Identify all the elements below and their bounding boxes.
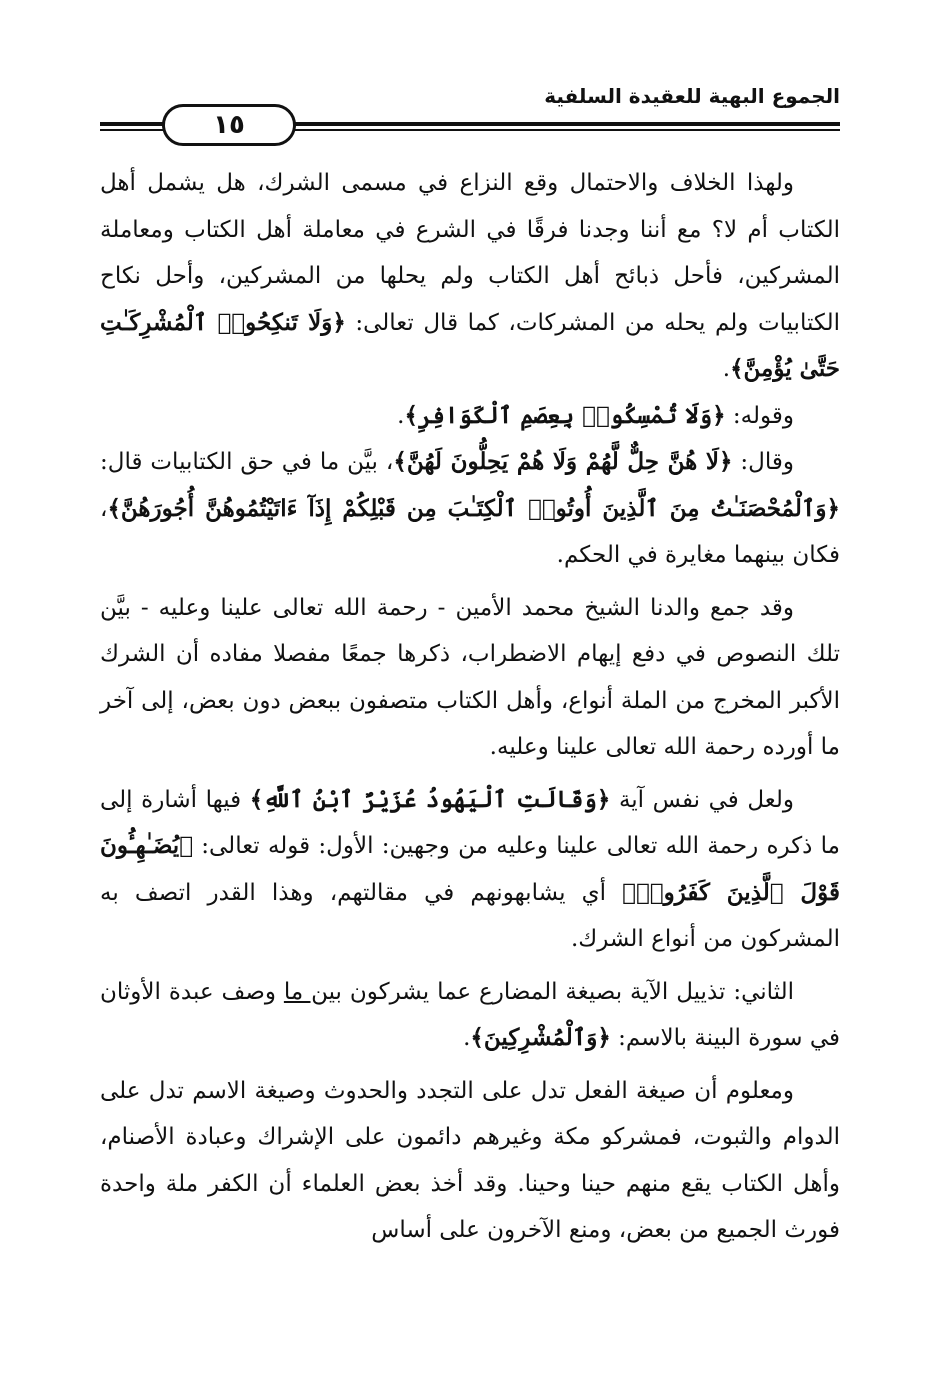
paragraph xyxy=(100,1068,840,1254)
page-header xyxy=(100,78,840,138)
paragraph xyxy=(100,777,840,963)
paragraph-text: . xyxy=(463,1025,471,1051)
page-body xyxy=(100,160,840,1254)
quran-verse: ﴿وَٱلْمُحْصَنَـٰتُ مِنَ ٱلَّذِينَ أُوتُوا۟ ٱلْكِتَـٰبَ مِن قَبْلِكُمْ إِذَآ ءَاتَيْتُمُوهُنَّ أُجُورَهُنَّ﴾ xyxy=(107,494,840,522)
paragraph xyxy=(100,160,840,393)
paragraph-text: ولعل في نفس آية xyxy=(610,786,794,813)
paragraph-text: فيها أشارة إلى ما ذكره رحمة الله تعالى علينا وعليه من وجهين: الأول: قوله تعالى: xyxy=(100,786,840,859)
quran-verse: ﴿لَا هُنَّ حِلٌّ لَّهُمْ وَلَا هُمْ يَحِلُّونَ لَهُنَّ﴾ xyxy=(393,448,733,475)
paragraph-text: وقوله: xyxy=(725,402,794,429)
running-title: الجموع البهية للعقيدة السلفية xyxy=(544,84,840,108)
paragraph-text: ولهذا الخلاف والاحتمال وقع النزاع في مسمى الشرك، هل يشمل أهل الكتاب أم لا؟ مع أننا وجدنا فرقًا في الشرع في معاملة أهل الكتاب ومعاملة المشركين، فأحل ذبائح أهل الكتاب ولم يحلها من المشركين، وأحل نكاح الكتابيات ولم يحله من المشركات، كما قال تعالى: xyxy=(100,170,840,336)
paragraph-text: أي يشابهونهم في مقالتهم، وهذا القدر اتصف به المشركون من أنواع الشرك. xyxy=(100,879,840,952)
underlined-text: بين ما xyxy=(283,978,342,1005)
paragraph xyxy=(100,393,840,440)
paragraph-text: ، فكان بينهما مغايرة في الحكم. xyxy=(100,495,840,568)
paragraph-text: ما في حق الكتابيات قال: xyxy=(100,449,348,475)
quran-verse: ﴿وَلَا تُمْسِكُوا۟ بِعِصَمِ ٱلْكَوَافِرِ﴾ xyxy=(404,401,726,429)
paragraph xyxy=(100,969,840,1062)
paragraph-text: . xyxy=(397,402,405,429)
paragraph-text: وقد جمع والدنا الشيخ محمد الأمين - رحمة الله تعالى علينا وعليه - بيَّن تلك النصوص في دفع إيهام الاضطراب، ذكرها جمعًا مفصلا مفاده أن الشرك الأكبر المخرج من الملة أنواع، وأهل الكتاب متصفون ببعض دون بعض، إلى آخر ما أورده رحمة الله تعالى علينا وعليه. xyxy=(100,594,840,760)
paragraph-text: وصف عبدة الأوثان في سورة البينة بالاسم: xyxy=(100,978,840,1051)
paragraph xyxy=(100,439,840,579)
paragraph-text: وقال: xyxy=(732,449,794,475)
paragraph-text: . xyxy=(722,356,731,382)
quran-verse: ﴿يُضَـٰهِـُٔونَ قَوْلَ ٱلَّذِينَ كَفَرُوا۟﴾ xyxy=(100,832,840,906)
paragraph-text: ، xyxy=(377,449,394,475)
quran-verse: ﴿وَقَالَتِ ٱلْيَهُودُ عُزَيْرٌ ٱبْنُ ٱللَّهِ﴾ xyxy=(249,785,611,813)
paragraph-text: الثاني: تذييل الآية بصيغة المضارع عما يشركون xyxy=(341,978,794,1005)
underlined-text: بيَّن xyxy=(347,449,378,475)
paragraph-text: ومعلوم أن صيغة الفعل تدل على التجدد والحدوث وصيغة الاسم تدل على الدوام والثبوت، فمشركو مكة وغيرهم دائمون على الإشراك وعبادة الأصنام، وأهل الكتاب يقع منهم حينا وحينا. وقد أخذ بعض العلماء أن الكفر ملة واحدة فورث الجميع من بعض، ومنع الآخرون على أساس xyxy=(100,1077,840,1243)
paragraph xyxy=(100,585,840,771)
quran-verse: ﴿وَٱلْمُشْرِكِينَ﴾ xyxy=(470,1024,611,1051)
quran-verse: ﴿وَلَا تَنكِحُوا۟ ٱلْمُشْرِكَـٰتِ حَتَّىٰ يُؤْمِنَّ﴾ xyxy=(100,308,840,382)
page-number: ١٥ xyxy=(162,104,296,146)
